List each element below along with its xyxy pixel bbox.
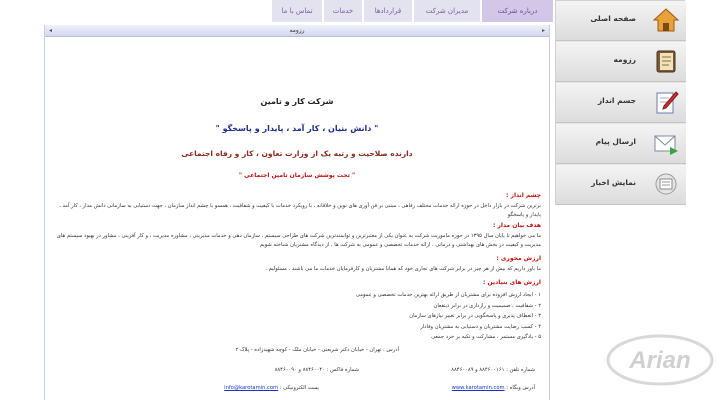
arian-watermark-logo (605, 330, 715, 390)
email-label: پست الکترونیکی : (279, 385, 319, 391)
core-values-heading: ارزش های بنیادین : (483, 279, 541, 286)
website-row (452, 385, 535, 391)
phone-label: شماره تلفن : (506, 367, 535, 373)
email-link[interactable]: info@karotamin.com (224, 385, 279, 391)
watermark-text: Arian (629, 347, 691, 374)
sidebar-item-send-message[interactable] (556, 124, 686, 164)
sidebar-item-resume[interactable] (556, 42, 686, 82)
sidebar-menu (555, 0, 685, 205)
goal-text: ما می خواهیم تا پایان سال ۱۳۹۵ در حوزه ماموریت شرکت به عنوان یکی از معتبرترین و توانمندترین شرکت های طراحی سیستم ، سازمان دهی و خدمات مدیریتی ، مشاوره مدیریت ، و کار آفرینی ، مشاور در بهبود سیستم های مدیریت و کیفیت در بخش های بهداشتی و درمانی ، ارائه خدمات تخصصی و عمومی به شرکت ها ، از دیدگاه مشتریان شناخته شویم (56, 233, 541, 248)
sidebar-item-label: جسم انداز (597, 96, 636, 105)
core-value-item: ۵ - یادگیری مستمر ، مشارکت و تکیه بر خرد جمعی (431, 334, 541, 340)
tab-managers[interactable]: مدیران شرکت (414, 0, 481, 22)
vision-text: برترین شرکت در بازار داخل در حوزه ارائه خدمات مختلف رفاهی ، مبتنی بر فن آوری های نوین و خلاقانه ، با رویکرد خدمات با کیفیت و شفافیت ، همسو با چشم انداز سازمان ، جهت دستیابی به سازمانی دانش مدار ، کار آمد ، پایدار و پاسخگو (59, 203, 541, 218)
fax-row (275, 367, 359, 373)
company-name: شرکت کار و تامین (260, 97, 334, 106)
notebook-icon (652, 47, 680, 75)
tab-contracts[interactable]: قراردادها (364, 0, 413, 22)
right-sidebar (555, 0, 720, 400)
panel-header (45, 25, 549, 37)
sidebar-item-home[interactable] (556, 1, 686, 41)
address-value: تهران - خیابان دکتر شریعتی - خیابان ملک - کوچه شهیدزاده - پلاک ۲ (235, 347, 382, 353)
phone-row (451, 367, 535, 373)
phone-value: ۸۸۴۶۰۰۱۶۱ و ۸۸۴۶۰۰۸۹ (451, 367, 505, 373)
tab-about-company[interactable]: درباره شرکت (482, 0, 554, 22)
fax-value: ۸۸۴۶۰۰۴۰ و ۸۸۴۶۰۰۹۰ (274, 367, 325, 373)
values-heading: ارزش محوری : (496, 255, 541, 262)
mail-icon (652, 129, 680, 157)
panel-title: رزومه (289, 27, 305, 34)
core-value-item: ۱ - ایجاد ارزش افزوده برای مشتریان از طریق ارائه بهترین خدمات تخصصی و عمومی (355, 292, 541, 298)
sidebar-item-label: رزومه (613, 55, 636, 64)
top-tab-bar (44, 0, 554, 22)
core-values-list (356, 290, 541, 343)
website-link[interactable]: www.karotamin.com (451, 385, 505, 391)
address-row (236, 347, 399, 353)
company-license: دارنده صلاحیت و رتبه یک از وزارت تعاون ، کار و رفاه اجتماعی (181, 149, 413, 158)
values-text: ما باور داریم که بیش از هر چیز در برابر شرکت های تجاری خود که همانا مشتریان و کارفرمایان خدمات ما می باشند ، مسئولیم . (265, 266, 541, 272)
website-label: آدرس وبگاه : (506, 385, 535, 391)
collapse-right-icon[interactable]: ▸ (541, 27, 545, 34)
collapse-left-icon[interactable]: ◂ (49, 27, 53, 34)
news-icon (652, 170, 680, 198)
sidebar-item-label: صفحه اصلی (590, 14, 636, 23)
tab-contact-us[interactable]: تماس با ما (272, 0, 323, 22)
sidebar-item-vision[interactable] (556, 83, 686, 123)
sidebar-item-label: ارسال پیام (595, 137, 636, 146)
home-icon (652, 6, 680, 34)
core-value-item: ۲ - شفافیت ، صمیمیت و رازداری در برابر ذینفعان (433, 302, 541, 309)
address-label: آدرس : (383, 347, 399, 353)
resume-content (45, 37, 549, 400)
left-gutter (0, 0, 44, 400)
sidebar-item-news[interactable] (556, 165, 686, 205)
sidebar-item-label: نمایش اخبار (591, 178, 636, 187)
tab-services[interactable]: خدمات (324, 0, 363, 22)
pen-icon (652, 88, 680, 116)
resume-panel (44, 25, 550, 400)
company-slogan: " دانش بنیان ، کار آمد ، پایدار و پاسخگو " (215, 124, 379, 133)
vision-heading: چشم انداز : (506, 192, 541, 199)
goal-heading: هدف بیان مدار : (492, 222, 541, 229)
core-value-item: ۴ - کسب رضایت مشتریان و دستیابی به مشتریان وفادار (420, 323, 541, 330)
fax-label: شماره فاکس : (326, 367, 359, 373)
company-supervision: " تحت پوشش سازمان تامین اجتماعی " (238, 172, 356, 179)
email-row (224, 385, 319, 391)
core-value-item: ۳ - انعطاف پذیری و پاسخگویی در برابر تغییر نیازهای سازمان (409, 313, 541, 319)
